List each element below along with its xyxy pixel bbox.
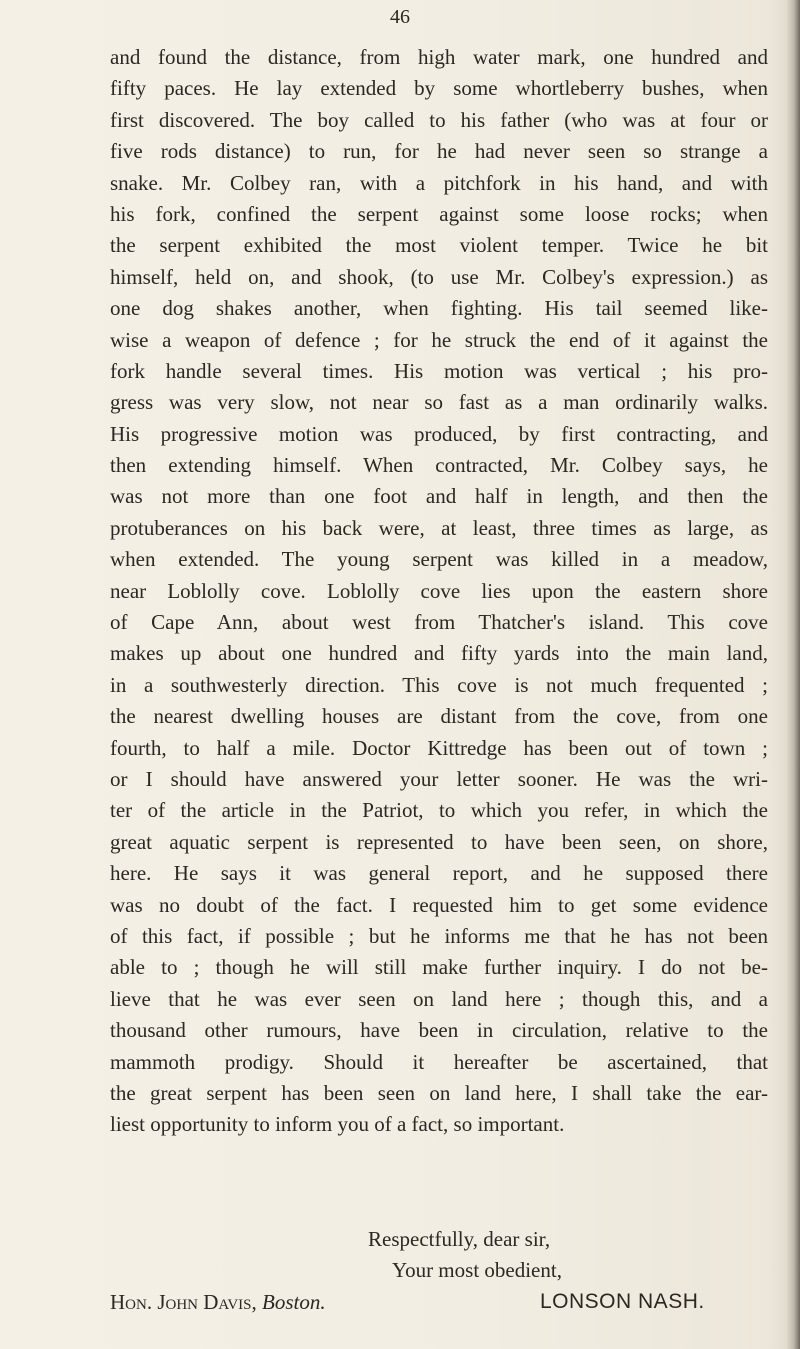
text-line: His progressive motion was produced, by first contracting, and bbox=[110, 421, 768, 446]
text-line: his fork, confined the serpent against some loose rocks; when bbox=[110, 201, 768, 226]
text-line: the nearest dwelling houses are distant from the cove, from one bbox=[110, 704, 768, 729]
text-line: was not more than one foot and half in length, and then the bbox=[110, 484, 768, 509]
text-line: when extended. The young serpent was killed in a meadow, bbox=[110, 547, 768, 572]
signature: LONSON NASH. bbox=[540, 1290, 705, 1313]
text-line: himself, held on, and shook, (to use Mr. Colbey's expression.) as bbox=[110, 264, 768, 289]
closing-salutation: Respectfully, dear sir, bbox=[368, 1227, 551, 1251]
addressee-name: Hon. John Davis, bbox=[110, 1290, 257, 1314]
text-line: first discovered. The boy called to his father (who was at four or bbox=[110, 107, 768, 132]
text-line: of Cape Ann, about west from Thatcher's island. This cove bbox=[110, 610, 768, 635]
text-line: or I should have answered your letter sooner. He was the wri- bbox=[110, 766, 768, 791]
text-line: snake. Mr. Colbey ran, with a pitchfork in his hand, and with bbox=[110, 170, 768, 195]
text-line: lieve that he was ever seen on land here ; though this, and a bbox=[110, 986, 768, 1011]
text-line: and found the distance, from high water mark, one hundred and bbox=[110, 45, 768, 69]
text-line: here. He says it was general report, and he supposed there bbox=[110, 861, 768, 886]
text-line: five rods distance) to run, for he had never seen so strange a bbox=[110, 139, 768, 164]
text-line: near Loblolly cove. Loblolly cove lies upon the eastern shore bbox=[110, 578, 768, 603]
text-line: liest opportunity to inform you of a fact, so important. bbox=[110, 1112, 565, 1137]
text-line: fork handle several times. His motion was vertical ; his pro- bbox=[110, 358, 768, 383]
text-line: the serpent exhibited the most violent temper. Twice he bit bbox=[110, 233, 768, 258]
text-line: of this fact, if possible ; but he informs me that he has not been bbox=[110, 923, 768, 948]
text-line: fourth, to half a mile. Doctor Kittredge has been out of town ; bbox=[110, 735, 768, 760]
text-line: in a southwesterly direction. This cove is not much frequented ; bbox=[110, 672, 768, 697]
text-line: fifty paces. He lay extended by some whortleberry bushes, when bbox=[110, 76, 768, 101]
text-line: mammoth prodigy. Should it hereafter be ascertained, that bbox=[110, 1049, 768, 1074]
text-line: wise a weapon of defence ; for he struck the end of it against the bbox=[110, 327, 768, 352]
text-line: makes up about one hundred and fifty yards into the main land, bbox=[110, 641, 768, 666]
page-edge-shadow bbox=[786, 0, 800, 1349]
text-line: protuberances on his back were, at least, three times as large, as bbox=[110, 515, 768, 540]
text-line: gress was very slow, not near so fast as a man ordinarily walks. bbox=[110, 390, 768, 415]
closing-valediction: Your most obedient, bbox=[392, 1258, 562, 1282]
text-line: thousand other rumours, have been in circulation, relative to the bbox=[110, 1018, 768, 1043]
text-line: the great serpent has been seen on land here, I shall take the ear- bbox=[110, 1080, 768, 1105]
text-line: then extending himself. When contracted, Mr. Colbey says, he bbox=[110, 453, 768, 478]
addressee-place: Boston. bbox=[262, 1290, 326, 1314]
text-line: one dog shakes another, when fighting. His tail seemed like- bbox=[110, 296, 768, 321]
text-line: able to ; though he will still make further inquiry. I do not be- bbox=[110, 955, 768, 980]
text-line: ter of the article in the Patriot, to which you refer, in which the bbox=[110, 798, 768, 823]
page-number: 46 bbox=[390, 6, 410, 28]
text-line: was no doubt of the fact. I requested him to get some evidence bbox=[110, 892, 768, 917]
addressee bbox=[110, 1290, 326, 1315]
text-line: great aquatic serpent is represented to have been seen, on shore, bbox=[110, 829, 768, 854]
letter-body bbox=[110, 42, 768, 1141]
